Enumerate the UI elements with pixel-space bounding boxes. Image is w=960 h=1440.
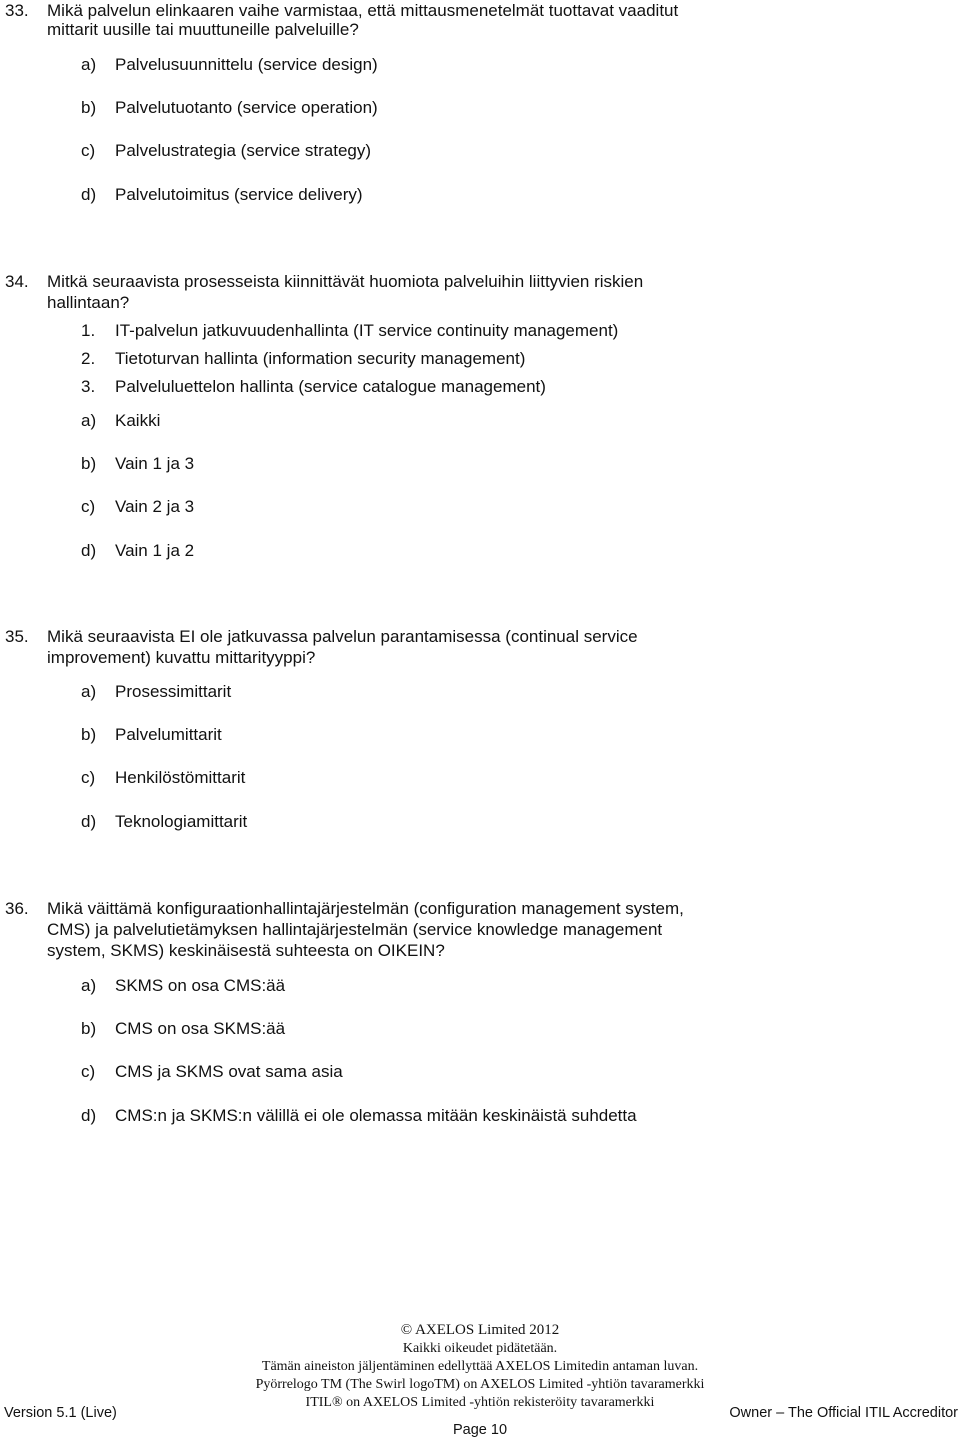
footer-trademark-swirl: Pyörrelogo TM (The Swirl logoTM) on AXELOS Limited -yhtiön tavaramerkki	[255, 1377, 705, 1392]
option-letter: c)	[81, 768, 96, 787]
question-text-line: Mikä seuraavista EI ole jatkuvassa palvelun parantamisessa (continual service	[47, 627, 638, 646]
statement-text: Tietoturvan hallinta (information security management)	[115, 349, 526, 368]
question-text-line: Mikä palvelun elinkaaren vaihe varmistaa, että mittausmenetelmät tuottavat vaaditut	[47, 1, 679, 20]
option-text: Vain 1 ja 3	[115, 454, 195, 473]
option-letter: b)	[81, 1019, 97, 1038]
question-number: 33.	[5, 1, 29, 20]
question-text-line: mittarit uusille tai muuttuneille palveluille?	[47, 20, 359, 39]
question-text-line: Mitkä seuraavista prosesseista kiinnittävät huomiota palveluihin liittyvien riskien	[47, 272, 644, 291]
option-text: CMS ja SKMS ovat sama asia	[115, 1062, 343, 1081]
option-text: Palvelutuotanto (service operation)	[115, 98, 378, 117]
option-text: Vain 1 ja 2	[115, 541, 195, 560]
option-letter: c)	[81, 1062, 96, 1081]
option-letter: c)	[81, 497, 96, 516]
option-text: Vain 2 ja 3	[115, 497, 195, 516]
question-text-line: system, SKMS) keskinäisestä suhteesta on OIKEIN?	[47, 941, 445, 960]
question-text-line: Mikä väittämä konfiguraationhallintajärjestelmän (configuration management system,	[47, 899, 684, 918]
statement-text: Palveluluettelon hallinta (service catalogue management)	[115, 377, 546, 396]
statement-number: 2.	[81, 349, 96, 368]
option-letter: b)	[81, 454, 97, 473]
footer-copyright: © AXELOS Limited 2012	[400, 1322, 560, 1338]
question-number: 35.	[5, 627, 29, 646]
page-number: Page 10	[452, 1422, 508, 1438]
option-letter: b)	[81, 98, 97, 117]
option-letter: d)	[81, 1106, 97, 1125]
option-letter: a)	[81, 976, 97, 995]
question-number: 34.	[5, 272, 29, 291]
question-text-line: CMS) ja palvelutietämyksen hallintajärjestelmän (service knowledge management	[47, 920, 663, 939]
option-letter: d)	[81, 812, 97, 831]
footer-rights: Kaikki oikeudet pidätetään.	[402, 1341, 558, 1356]
option-letter: d)	[81, 541, 97, 560]
option-text: CMS:n ja SKMS:n välillä ei ole olemassa mitään keskinäistä suhdetta	[115, 1106, 637, 1125]
question-number: 36.	[5, 899, 29, 918]
option-text: Prosessimittarit	[115, 682, 232, 701]
option-letter: c)	[81, 141, 96, 160]
option-text: SKMS on osa CMS:ää	[115, 976, 286, 995]
option-text: Palvelustrategia (service strategy)	[115, 141, 372, 160]
option-text: Palvelusuunnittelu (service design)	[115, 55, 378, 74]
statement-number: 3.	[81, 377, 96, 396]
option-letter: a)	[81, 411, 97, 430]
option-text: Teknologiamittarit	[115, 812, 248, 831]
option-text: Henkilöstömittarit	[115, 768, 246, 787]
statement-number: 1.	[81, 321, 96, 340]
footer-trademark-itil: ITIL® on AXELOS Limited -yhtiön rekisteröity tavaramerkki	[305, 1395, 655, 1410]
option-letter: b)	[81, 725, 97, 744]
option-letter: a)	[81, 682, 97, 701]
option-text: CMS on osa SKMS:ää	[115, 1019, 286, 1038]
option-text: Palvelumittarit	[115, 725, 222, 744]
question-text-line: improvement) kuvattu mittarityyppi?	[47, 648, 316, 667]
option-text: Kaikki	[115, 411, 161, 430]
footer-version: Version 5.1 (Live)	[4, 1405, 117, 1421]
footer-owner: Owner – The Official ITIL Accreditor	[729, 1405, 958, 1421]
option-text: Palvelutoimitus (service delivery)	[115, 185, 363, 204]
option-letter: a)	[81, 55, 97, 74]
footer-permission: Tämän aineiston jäljentäminen edellyttää AXELOS Limitedin antaman luvan.	[261, 1359, 699, 1374]
statement-text: IT-palvelun jatkuvuudenhallinta (IT service continuity management)	[115, 321, 619, 340]
option-letter: d)	[81, 185, 97, 204]
question-text-line: hallintaan?	[47, 293, 130, 312]
